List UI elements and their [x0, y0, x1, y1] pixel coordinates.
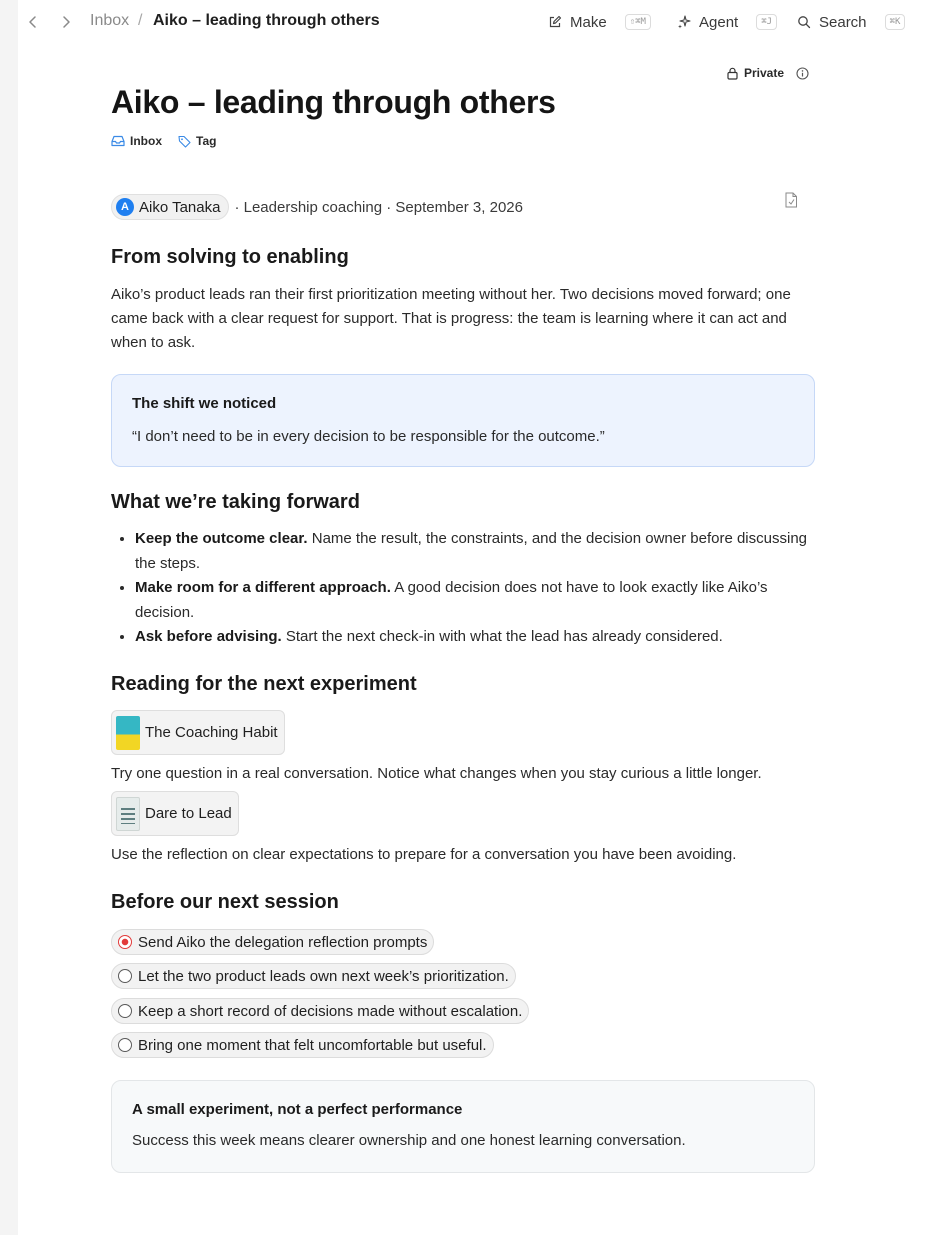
task-label: Let the two product leads own next week’s prioritization. — [138, 967, 509, 985]
callout-shift — [111, 374, 815, 467]
make-shortcut: ⇧⌘M — [625, 14, 651, 30]
chevron-right-icon — [59, 15, 73, 29]
list-item-bold: Ask before advising. — [135, 628, 282, 645]
callout-experiment-body: Success this week means clearer ownership and one honest learning conversation. — [132, 1132, 686, 1149]
task-status-in-progress-icon[interactable] — [118, 935, 132, 949]
chevron-left-icon — [26, 15, 40, 29]
agent-shortcut: ⌘J — [756, 14, 777, 30]
callout-shift-title: The shift we noticed — [132, 395, 277, 412]
section-heading-reading: Reading for the next experiment — [111, 673, 417, 695]
search-shortcut: ⌘K — [885, 14, 906, 30]
takeaway-list — [135, 527, 815, 650]
breadcrumb-inbox[interactable]: Inbox — [90, 12, 130, 29]
book-cover-icon — [116, 716, 140, 750]
forward-button[interactable] — [57, 13, 75, 31]
make-button[interactable] — [548, 10, 651, 34]
info-icon[interactable] — [796, 67, 809, 80]
section-heading-next-session: Before our next session — [111, 891, 339, 913]
task-item[interactable] — [111, 963, 516, 989]
tag-inbox-label: Inbox — [130, 134, 162, 148]
pencil-square-icon — [548, 15, 562, 29]
list-item-bold: Keep the outcome clear. — [135, 530, 308, 547]
back-button[interactable] — [24, 13, 42, 31]
book-dare-to-lead[interactable] — [111, 791, 239, 836]
agent-label: Agent — [699, 13, 739, 31]
privacy-toggle[interactable] — [727, 66, 784, 80]
tag-add-label: Tag — [196, 134, 217, 148]
breadcrumb-current: Aiko – leading through others — [153, 12, 380, 29]
section-heading-solving: From solving to enabling — [111, 246, 349, 268]
book-title: Dare to Lead — [145, 805, 232, 822]
privacy-label: Private — [744, 66, 785, 80]
list-item — [135, 625, 815, 650]
list-item — [135, 576, 815, 625]
task-status-todo-icon[interactable] — [118, 1004, 132, 1018]
byline — [111, 194, 523, 220]
search-button[interactable] — [797, 10, 905, 34]
inbox-icon — [111, 135, 125, 147]
book-coaching-habit[interactable] — [111, 710, 285, 755]
page-title: Aiko – leading through others — [111, 84, 556, 120]
callout-experiment — [111, 1080, 815, 1173]
make-label: Make — [570, 13, 607, 31]
list-item-bold: Make room for a different approach. — [135, 579, 391, 596]
person-name: Aiko Tanaka — [139, 198, 221, 216]
section-body-solving: Aiko’s product leads ran their first prioritization meeting without her. Two decisions moved forward; one came back with a clear request for support. That is progress: the team is learning where it can act and when to ask. — [111, 286, 791, 351]
top-bar — [0, 0, 926, 44]
callout-experiment-title: A small experiment, not a perfect performance — [132, 1101, 463, 1118]
task-status-todo-icon[interactable] — [118, 969, 132, 983]
avatar: A — [116, 198, 134, 216]
book-note: Use the reflection on clear expectations to prepare for a conversation you have been avoiding. — [111, 846, 737, 863]
callout-shift-quote: “I don’t need to be in every decision to be responsible for the outcome.” — [132, 428, 605, 445]
sparkle-icon — [677, 15, 691, 29]
document-icon[interactable] — [784, 192, 798, 208]
tag-icon — [178, 135, 191, 148]
book-cover-icon — [116, 797, 140, 831]
task-item[interactable] — [111, 929, 434, 955]
byline-meta: · Leadership coaching · September 3, 2026 — [234, 198, 523, 216]
task-label: Keep a short record of decisions made without escalation. — [138, 1002, 523, 1020]
book-note: Try one question in a real conversation. Notice what changes when you stay curious a little longer. — [111, 765, 762, 782]
person-chip[interactable] — [111, 194, 229, 220]
tag-inbox[interactable] — [111, 134, 162, 148]
breadcrumb-separator: / — [138, 12, 143, 29]
tag-add[interactable] — [178, 134, 216, 148]
task-item[interactable] — [111, 1032, 494, 1058]
list-item-text: Start the next check-in with what the lead has already considered. — [281, 628, 723, 645]
section-heading-forward: What we’re taking forward — [111, 491, 360, 513]
list-item-text: Name the result, the constraints, and the decision owner before discussing the steps. — [135, 530, 808, 572]
agent-button[interactable] — [677, 10, 777, 34]
search-icon — [797, 15, 811, 29]
task-label: Send Aiko the delegation reflection prompts — [138, 933, 428, 951]
lock-icon — [727, 67, 738, 80]
list-item — [135, 527, 815, 576]
search-label: Search — [819, 13, 867, 31]
task-status-todo-icon[interactable] — [118, 1038, 132, 1052]
tag-row — [111, 134, 216, 148]
book-title: The Coaching Habit — [145, 724, 278, 741]
task-item[interactable] — [111, 998, 529, 1024]
list-item-text: A good decision does not have to look exactly like Aiko’s decision. — [135, 579, 768, 621]
task-label: Bring one moment that felt uncomfortable but useful. — [138, 1036, 487, 1054]
